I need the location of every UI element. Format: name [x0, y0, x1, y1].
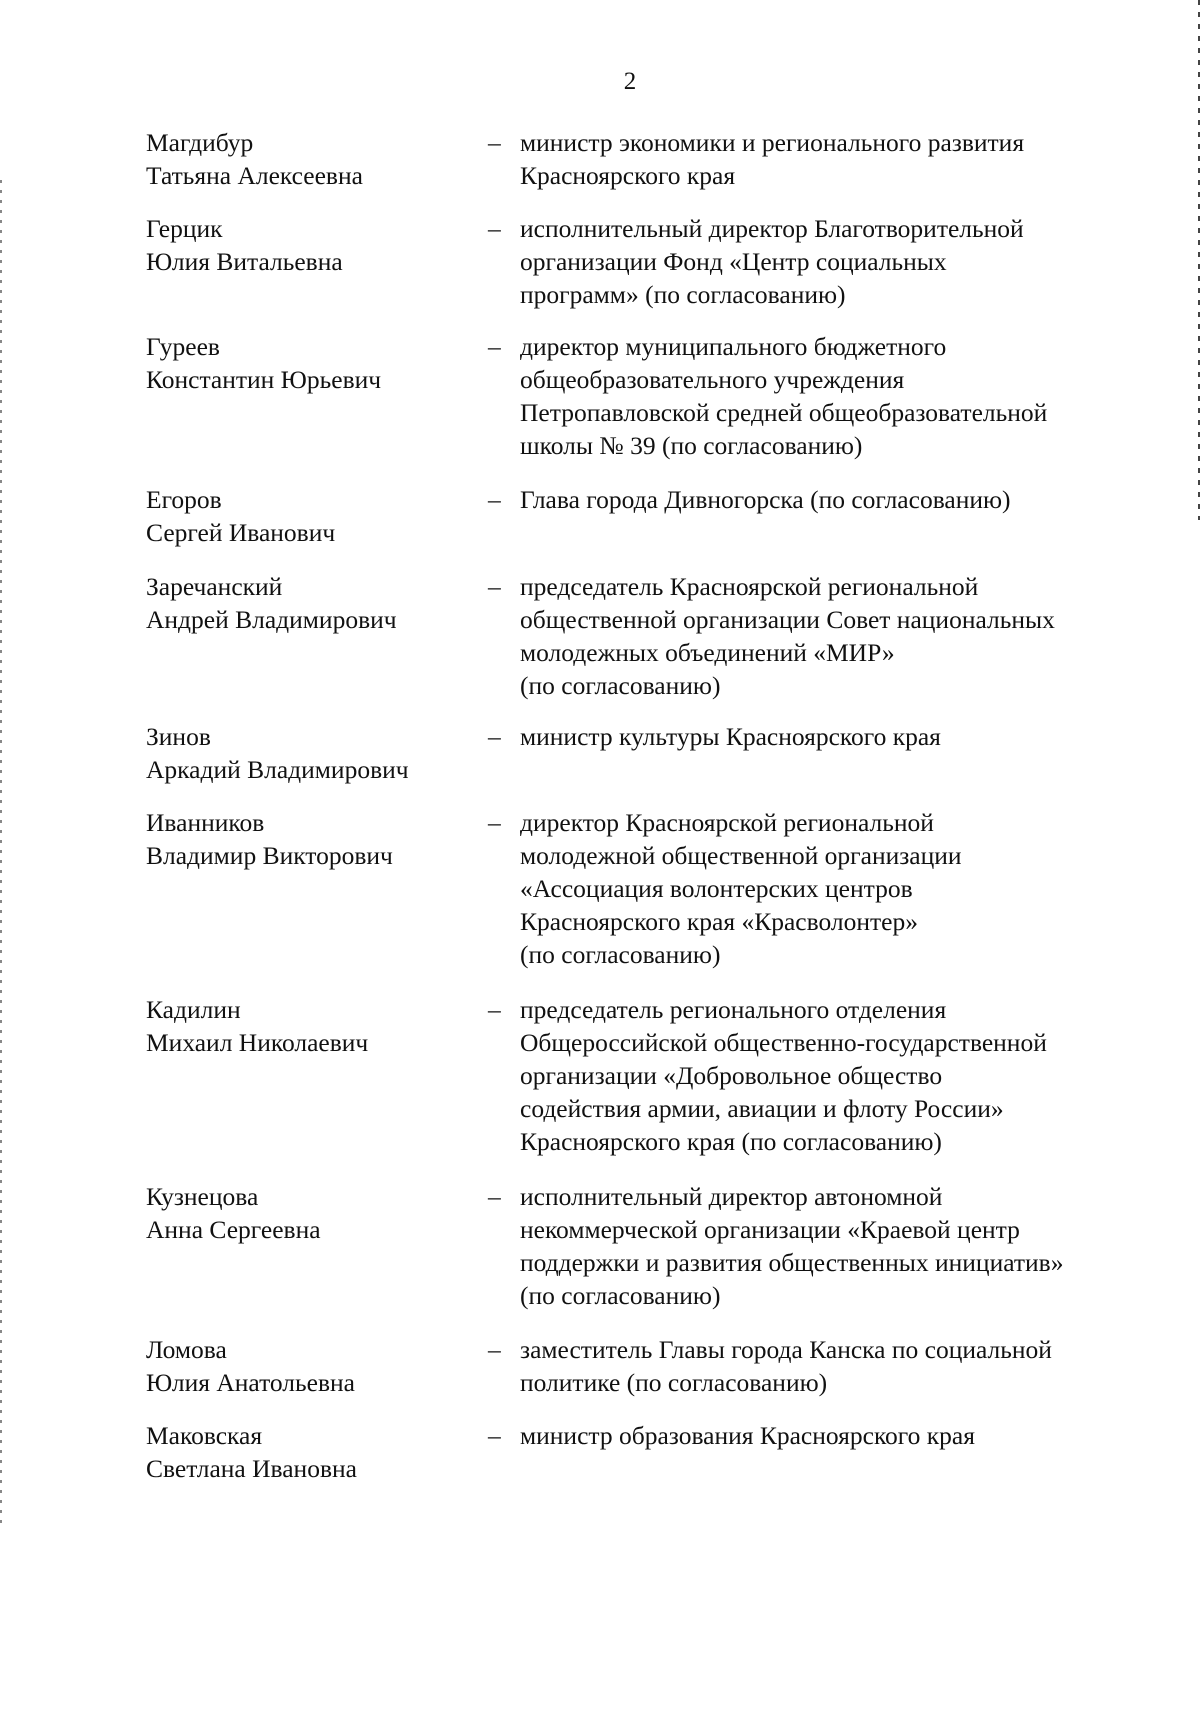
position-line: председатель Красноярской региональной [520, 572, 979, 601]
dash-separator: – [488, 995, 501, 1024]
member-name [146, 993, 466, 1059]
member-position [520, 1419, 1130, 1452]
member-surname: Заречанский [146, 572, 283, 601]
dash-separator: – [488, 128, 501, 157]
position-line: министр экономики и регионального развития [520, 128, 1025, 157]
position-line: молодежных объединений «МИР» [520, 638, 895, 667]
dash-separator: – [488, 1335, 501, 1364]
member-position [520, 570, 1130, 702]
dash-separator: – [488, 485, 501, 514]
member-given-names: Юлия Анатольевна [146, 1368, 355, 1397]
position-line: школы № 39 (по согласованию) [520, 431, 863, 460]
dash-separator: – [488, 1182, 501, 1211]
member-name [146, 806, 466, 872]
dash-separator: – [488, 214, 501, 243]
member-surname: Магдибур [146, 128, 254, 157]
position-line: «Ассоциация волонтерских центров [520, 874, 913, 903]
member-surname: Кузнецова [146, 1182, 259, 1211]
member-position [520, 212, 1130, 311]
member-name [146, 1333, 466, 1399]
member-given-names: Аркадий Владимирович [146, 755, 409, 784]
member-position [520, 720, 1130, 753]
position-line: политике (по согласованию) [520, 1368, 828, 1397]
page-number: 2 [623, 68, 637, 95]
member-name [146, 126, 466, 192]
member-name [146, 483, 466, 549]
member-given-names: Константин Юрьевич [146, 365, 382, 394]
member-position [520, 993, 1130, 1158]
member-given-names: Сергей Иванович [146, 518, 336, 547]
position-line: Красноярского края (по согласованию) [520, 1127, 942, 1156]
member-surname: Маковская [146, 1421, 263, 1450]
position-line: Красноярского края «Красволонтер» [520, 907, 918, 936]
position-line: общеобразовательного учреждения [520, 365, 905, 394]
member-position [520, 330, 1130, 462]
member-position [520, 1333, 1130, 1399]
member-name [146, 570, 466, 636]
position-line: организации Фонд «Центр социальных [520, 247, 947, 276]
position-line: (по согласованию) [520, 940, 721, 969]
member-position [520, 806, 1130, 971]
member-surname: Ломова [146, 1335, 227, 1364]
position-line: директор Красноярской региональной [520, 808, 934, 837]
scan-edge-left [0, 180, 2, 1530]
member-name [146, 212, 466, 278]
position-line: молодежной общественной организации [520, 841, 962, 870]
position-line: Общероссийской общественно-государственной [520, 1028, 1047, 1057]
member-position [520, 1180, 1130, 1312]
member-surname: Гуреев [146, 332, 220, 361]
member-surname: Иванников [146, 808, 265, 837]
position-line: организации «Добровольное общество [520, 1061, 943, 1090]
member-name [146, 1419, 466, 1485]
member-given-names: Юлия Витальевна [146, 247, 343, 276]
dash-separator: – [488, 722, 501, 751]
position-line: поддержки и развития общественных инициатив» [520, 1248, 1064, 1277]
position-line: (по согласованию) [520, 671, 721, 700]
position-line: Петропавловской средней общеобразовательной [520, 398, 1048, 427]
dash-separator: – [488, 808, 501, 837]
member-name [146, 720, 466, 786]
member-surname: Зинов [146, 722, 211, 751]
member-surname: Герцик [146, 214, 223, 243]
position-line: программ» (по согласованию) [520, 280, 846, 309]
position-line: содействия армии, авиации и флоту России» [520, 1094, 1004, 1123]
member-given-names: Татьяна Алексеевна [146, 161, 363, 190]
position-line: председатель регионального отделения [520, 995, 947, 1024]
position-line: (по согласованию) [520, 1281, 721, 1310]
dash-separator: – [488, 332, 501, 361]
dash-separator: – [488, 1421, 501, 1450]
position-line: Красноярского края [520, 161, 736, 190]
member-name [146, 1180, 466, 1246]
position-line: исполнительный директор автономной [520, 1182, 943, 1211]
member-position [520, 483, 1130, 516]
dash-separator: – [488, 572, 501, 601]
position-line: заместитель Главы города Канска по социальной [520, 1335, 1052, 1364]
position-line: некоммерческой организации «Краевой центр [520, 1215, 1020, 1244]
member-position [520, 126, 1130, 192]
member-surname: Егоров [146, 485, 222, 514]
position-line: исполнительный директор Благотворительной [520, 214, 1024, 243]
position-line: министр культуры Красноярского края [520, 722, 941, 751]
position-line: директор муниципального бюджетного [520, 332, 947, 361]
member-given-names: Андрей Владимирович [146, 605, 397, 634]
position-line: министр образования Красноярского края [520, 1421, 975, 1450]
member-given-names: Владимир Викторович [146, 841, 393, 870]
member-given-names: Анна Сергеевна [146, 1215, 321, 1244]
member-surname: Кадилин [146, 995, 241, 1024]
member-given-names: Светлана Ивановна [146, 1454, 357, 1483]
position-line: общественной организации Совет национальных [520, 605, 1055, 634]
member-given-names: Михаил Николаевич [146, 1028, 369, 1057]
member-name [146, 330, 466, 396]
position-line: Глава города Дивногорска (по согласованию) [520, 485, 1011, 514]
